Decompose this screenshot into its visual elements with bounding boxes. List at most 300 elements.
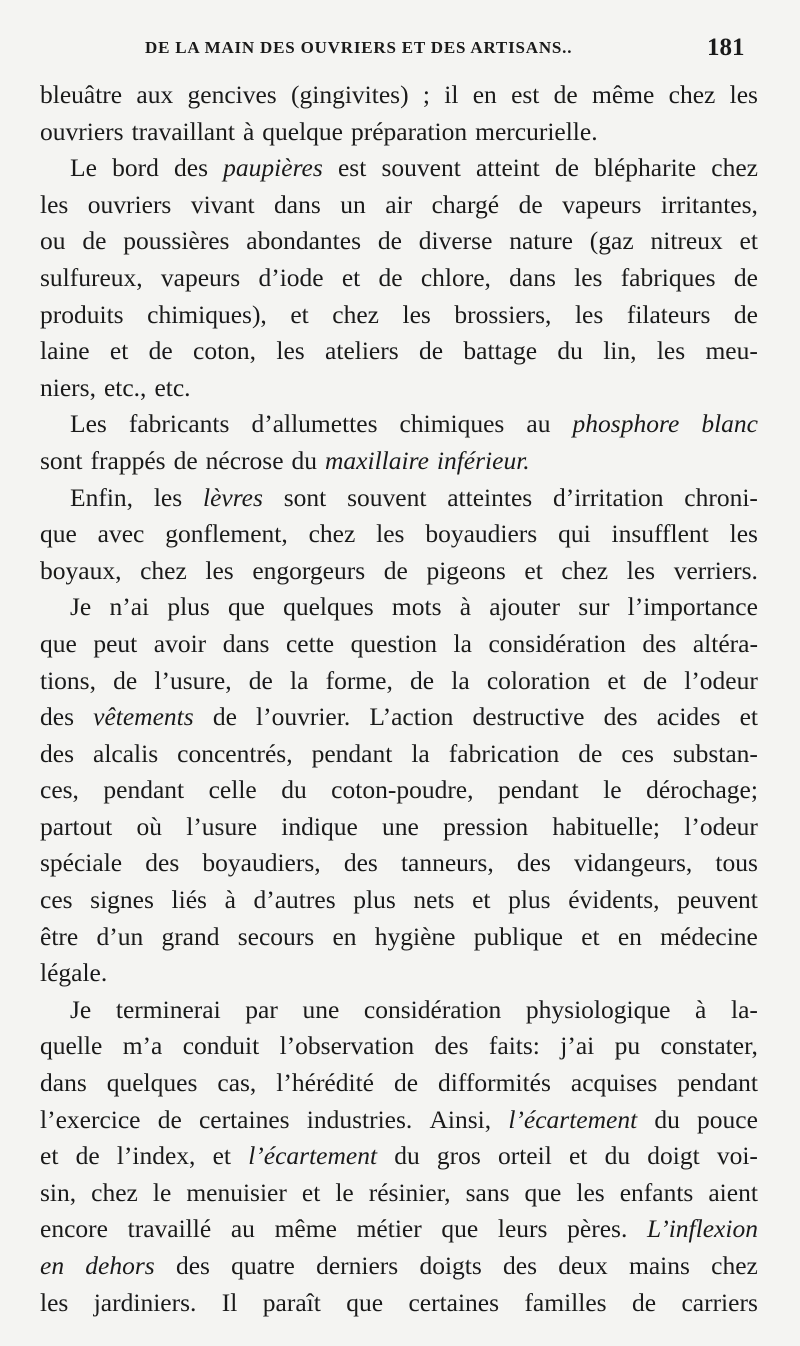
text-line: [40, 443, 758, 480]
word: boyaudiers,: [202, 848, 321, 878]
word: considération: [363, 994, 502, 1024]
text-line: [40, 919, 758, 956]
word: vapeurs: [562, 189, 642, 219]
italic-word: blanc: [701, 409, 758, 439]
word: de: [113, 665, 138, 695]
text-line: [40, 223, 758, 260]
word: les: [205, 555, 234, 585]
text-line: [40, 187, 758, 224]
word: mercurielle.: [475, 116, 598, 146]
italic-word: en: [40, 1251, 65, 1280]
word: de: [518, 189, 543, 219]
word: souvent: [347, 482, 427, 512]
italic-word: maxillaire: [325, 445, 429, 475]
word: Les: [70, 409, 107, 439]
word: frappés: [90, 445, 166, 475]
word: médecine: [660, 921, 758, 951]
word: engorgeurs: [252, 555, 366, 585]
word: considération: [488, 628, 626, 658]
word: ;: [422, 80, 430, 109]
word: menuisier: [186, 1177, 287, 1207]
word: d’allumettes: [251, 409, 378, 439]
word: les: [576, 1177, 605, 1207]
word: des: [40, 738, 74, 768]
body-text: [40, 77, 758, 1321]
word: pères.: [567, 1214, 628, 1244]
word: plus: [353, 885, 396, 915]
text-line: [40, 589, 758, 626]
word: en: [617, 921, 642, 951]
word: du: [394, 1141, 420, 1171]
word: et: [212, 1141, 232, 1171]
word: l’usure: [186, 811, 258, 841]
word: laine: [40, 336, 90, 366]
word: nets: [413, 885, 455, 915]
word: les: [656, 336, 686, 366]
word: de: [75, 1141, 100, 1171]
word: nature: [509, 226, 573, 256]
word: Je: [70, 592, 92, 622]
word: des: [603, 702, 638, 732]
word: une: [302, 994, 340, 1024]
italic-word: lèvres: [202, 482, 263, 512]
word: l’importance: [627, 592, 758, 622]
word: dans: [509, 262, 556, 292]
word: etc.: [154, 372, 191, 402]
word: et: [301, 1177, 321, 1207]
word: des: [503, 1251, 538, 1280]
word: la: [411, 738, 430, 768]
word: que: [228, 592, 265, 622]
word: de: [410, 665, 435, 695]
word: de: [377, 226, 402, 256]
word: de: [378, 262, 403, 292]
italic-word: dehors: [85, 1251, 155, 1280]
word: terminerai: [115, 994, 221, 1024]
word: vidangeurs,: [574, 848, 693, 878]
word: la: [451, 665, 470, 695]
word: enfants: [619, 1177, 694, 1207]
word: altéra-: [692, 628, 758, 658]
italic-word: phosphore: [572, 409, 680, 439]
text-line: [40, 699, 758, 736]
word: lin,: [603, 336, 637, 366]
word: d’autres: [253, 885, 336, 915]
word: secours: [237, 921, 315, 951]
word: est: [337, 153, 367, 183]
word: l’ouvrier.: [256, 702, 351, 732]
word: des: [642, 628, 677, 658]
word: et: [524, 555, 543, 585]
word: des: [145, 848, 180, 878]
word: chez: [711, 1251, 758, 1280]
word: paraît: [262, 1287, 321, 1317]
word: que: [441, 1214, 479, 1244]
word: chez: [668, 80, 716, 109]
word: derniers: [316, 1251, 399, 1280]
word: les: [40, 189, 69, 219]
word: indique: [281, 811, 358, 841]
word: (gaz: [589, 226, 634, 256]
word: pu: [614, 1031, 641, 1061]
word: partout: [40, 811, 113, 841]
word: meu-: [705, 336, 758, 366]
word: bleuâtre: [40, 80, 123, 109]
text-line: [40, 260, 758, 297]
italic-word: paupières: [223, 153, 323, 183]
word: dérochage;: [646, 775, 758, 805]
word: pigeons: [426, 555, 506, 585]
word: chlore,: [420, 262, 491, 292]
word: et: [341, 262, 361, 292]
word: chez: [561, 555, 609, 585]
word: de: [157, 1104, 182, 1134]
word: tous: [715, 848, 758, 878]
word: ces,: [40, 775, 79, 805]
word: au: [230, 1214, 255, 1244]
word: tanneurs,: [400, 848, 494, 878]
text-line: [40, 1138, 758, 1175]
word: plus: [508, 885, 551, 915]
word: ces: [40, 885, 73, 915]
word: chez: [91, 1177, 138, 1207]
word: etc.,: [103, 372, 147, 402]
word: résinier,: [368, 1177, 451, 1207]
word: de: [578, 738, 603, 768]
word: de: [173, 445, 198, 475]
italic-word: l’écartement: [248, 1141, 378, 1171]
word: quelle: [40, 1031, 103, 1061]
word: voi-: [716, 1141, 758, 1171]
word: filateurs: [626, 299, 711, 329]
word: du: [557, 336, 583, 366]
word: légale.: [40, 958, 108, 988]
text-line: [40, 736, 758, 773]
italic-word: inférieur.: [436, 445, 530, 475]
word: chargé: [431, 189, 500, 219]
word: coton-poudre,: [331, 775, 474, 805]
word: mains: [629, 1251, 690, 1280]
word: atteint: [475, 153, 540, 183]
word: blépharite: [594, 153, 697, 183]
text-line: [40, 1175, 758, 1212]
word: une: [382, 811, 419, 841]
word: grand: [161, 921, 220, 951]
word: plus: [167, 592, 210, 622]
word: les: [574, 262, 603, 292]
word: ouvriers: [40, 116, 124, 146]
word: Enfin,: [70, 482, 134, 512]
word: sur: [578, 592, 610, 622]
word: quelques: [106, 1068, 198, 1098]
word: de: [419, 336, 444, 366]
word: métier: [356, 1214, 422, 1244]
word: coloration: [486, 665, 591, 695]
word: de: [393, 1068, 419, 1098]
text-line: [40, 297, 758, 334]
word: forme,: [325, 665, 393, 695]
word: boyaux,: [40, 555, 122, 585]
word: doigt: [647, 1141, 700, 1171]
word: jardiniers.: [93, 1287, 197, 1317]
word: gros: [436, 1141, 481, 1171]
word: de: [554, 153, 579, 183]
word: aux: [136, 80, 174, 109]
word: des: [40, 702, 74, 732]
word: air: [385, 189, 413, 219]
word: (gingivites): [291, 80, 409, 109]
word: les: [276, 336, 305, 366]
word: il: [444, 80, 459, 109]
word: en: [472, 80, 497, 109]
word: alcalis: [93, 738, 159, 768]
word: sin,: [40, 1177, 77, 1207]
word: avoir: [153, 628, 207, 658]
word: où: [136, 811, 162, 841]
word: n’ai: [109, 592, 150, 622]
word: faits:: [488, 1031, 540, 1061]
word: publique: [473, 921, 563, 951]
word: pouce: [697, 1104, 758, 1134]
word: et: [290, 299, 309, 329]
word: ajouter: [489, 592, 561, 622]
text-line: [40, 406, 758, 443]
word: m’a: [122, 1031, 163, 1061]
word: difformités: [438, 1068, 551, 1098]
text-line: [40, 1248, 758, 1285]
text-line: [40, 480, 758, 517]
word: ces: [621, 738, 654, 768]
word: travaillé: [127, 1214, 212, 1244]
word: l’odeur: [684, 811, 758, 841]
word: leurs: [497, 1214, 548, 1244]
word: L’action: [369, 702, 454, 732]
word: du: [654, 1104, 680, 1134]
word: destructive: [472, 702, 585, 732]
word: pression: [443, 811, 529, 841]
word: d’iode: [258, 262, 324, 292]
word: et: [739, 226, 758, 256]
word: de: [733, 299, 758, 329]
word: de: [248, 665, 273, 695]
word: de: [631, 1287, 657, 1317]
word: Ainsi,: [429, 1104, 492, 1134]
word: du: [281, 775, 307, 805]
word: les: [574, 299, 604, 329]
word: celle: [208, 775, 257, 805]
word: vivant: [190, 189, 255, 219]
word: est: [511, 80, 540, 109]
word: mots: [391, 592, 442, 622]
italic-word: vêtements: [93, 702, 194, 732]
word: travaillant: [131, 116, 235, 146]
word: physiologique: [525, 994, 671, 1024]
word: fabrication: [448, 738, 560, 768]
word: l’index,: [116, 1141, 196, 1171]
word: des: [343, 848, 378, 878]
text-line: [40, 333, 758, 370]
text-line: [40, 77, 758, 114]
word: le: [152, 1177, 172, 1207]
word: que: [40, 519, 77, 549]
word: le: [603, 775, 622, 805]
word: gonflement,: [165, 519, 288, 549]
word: même: [274, 1214, 337, 1244]
word: spéciale: [40, 848, 123, 878]
word: doigts: [419, 1251, 482, 1280]
page-header: [0, 34, 800, 68]
word: souvent: [381, 153, 461, 183]
word: encore: [40, 1214, 108, 1244]
word: substan-: [672, 738, 758, 768]
word: hygiène: [374, 921, 456, 951]
word: vapeurs: [160, 262, 241, 292]
word: atteintes: [447, 482, 533, 512]
word: préparation: [351, 116, 468, 146]
text-line: [40, 992, 758, 1029]
word: de: [553, 80, 578, 109]
word: dans: [274, 189, 321, 219]
page-number: 181: [707, 34, 745, 61]
word: Il: [221, 1287, 238, 1317]
word: boyaudiers: [425, 519, 538, 549]
word: signes: [90, 885, 154, 915]
word: peuvent: [677, 885, 758, 915]
word: les: [729, 80, 758, 109]
word: que: [346, 1287, 384, 1317]
word: question: [350, 628, 438, 658]
word: quelque: [262, 116, 343, 146]
word: que: [40, 628, 77, 658]
word: habituelle;: [552, 811, 661, 841]
word: chroni-: [684, 482, 758, 512]
word: chez: [711, 153, 758, 183]
text-line: [40, 809, 758, 846]
text-line: [40, 553, 758, 590]
word: l’hérédité: [276, 1068, 374, 1098]
word: l’usure,: [154, 665, 232, 695]
word: la-: [731, 994, 758, 1024]
word: à: [459, 592, 472, 622]
word: brossiers,: [454, 299, 552, 329]
word: industries.: [306, 1104, 413, 1134]
text-line: [40, 882, 758, 919]
word: de: [82, 226, 107, 256]
word: de: [733, 262, 758, 292]
word: diverse: [418, 226, 493, 256]
word: et: [568, 1141, 588, 1171]
word: sans: [465, 1177, 510, 1207]
word: ateliers: [325, 336, 399, 366]
text-line: [40, 1285, 758, 1322]
word: nécrose: [205, 445, 284, 475]
word: tions,: [40, 665, 96, 695]
word: sulfureux,: [40, 262, 143, 292]
word: coton,: [193, 336, 257, 366]
running-title: DE LA MAIN DES OUVRIERS ET DES ARTISANS..: [145, 38, 573, 57]
word: être: [40, 921, 79, 951]
word: acquises: [570, 1068, 658, 1098]
text-line: [40, 663, 758, 700]
word: même: [592, 80, 655, 109]
word: ou: [40, 226, 66, 256]
word: certaines: [408, 1287, 500, 1317]
word: quatre: [231, 1251, 295, 1280]
word: sont: [283, 482, 327, 512]
word: acides: [656, 702, 721, 732]
word: sont: [40, 445, 83, 475]
word: bord: [112, 153, 159, 183]
word: qui: [558, 519, 591, 549]
word: nitreux: [650, 226, 723, 256]
word: d’irritation: [553, 482, 664, 512]
word: battage: [463, 336, 538, 366]
word: niers,: [40, 372, 96, 402]
text-line: [40, 150, 758, 187]
word: orteil: [497, 1141, 552, 1171]
italic-word: L’inflexion: [647, 1214, 758, 1244]
word: fabriques: [620, 262, 716, 292]
word: les: [402, 299, 431, 329]
word: évidents,: [568, 885, 660, 915]
word: et: [739, 702, 758, 732]
word: au: [526, 409, 551, 439]
word: la: [290, 665, 309, 695]
word: d’un: [96, 921, 144, 951]
word: j’ai: [560, 1031, 595, 1061]
word: les: [376, 519, 405, 549]
word: fabricants: [128, 409, 230, 439]
word: la: [453, 628, 472, 658]
word: irritantes,: [660, 189, 758, 219]
text-line: [40, 114, 758, 151]
word: l’observation: [279, 1031, 415, 1061]
text-line: [40, 1065, 758, 1102]
italic-word: l’écartement: [508, 1104, 638, 1134]
word: le: [335, 1177, 354, 1207]
word: Je: [70, 994, 92, 1024]
word: deux: [558, 1251, 608, 1280]
word: chimiques),: [147, 299, 267, 329]
word: des: [516, 848, 551, 878]
word: des: [174, 153, 208, 183]
word: l’exercice: [40, 1104, 141, 1134]
word: avec: [97, 519, 145, 549]
text-line: [40, 626, 758, 663]
word: du: [604, 1141, 631, 1171]
word: à: [695, 994, 707, 1024]
word: verriers.: [673, 555, 758, 585]
word: quelques: [283, 592, 374, 622]
word: concentrés,: [177, 738, 293, 768]
word: gencives: [187, 80, 277, 109]
word: et: [581, 921, 600, 951]
text-line: [40, 1211, 758, 1248]
word: des: [175, 1251, 210, 1280]
text-line: [40, 955, 758, 992]
word: conduit: [182, 1031, 260, 1061]
word: et: [472, 885, 491, 915]
word: un: [340, 189, 366, 219]
word: poussières: [123, 226, 230, 256]
text-line: [40, 772, 758, 809]
word: constater,: [660, 1031, 758, 1061]
word: cas,: [217, 1068, 257, 1098]
word: familles: [524, 1287, 607, 1317]
word: pendant: [311, 738, 393, 768]
word: aient: [708, 1177, 758, 1207]
text-line: [40, 516, 758, 553]
